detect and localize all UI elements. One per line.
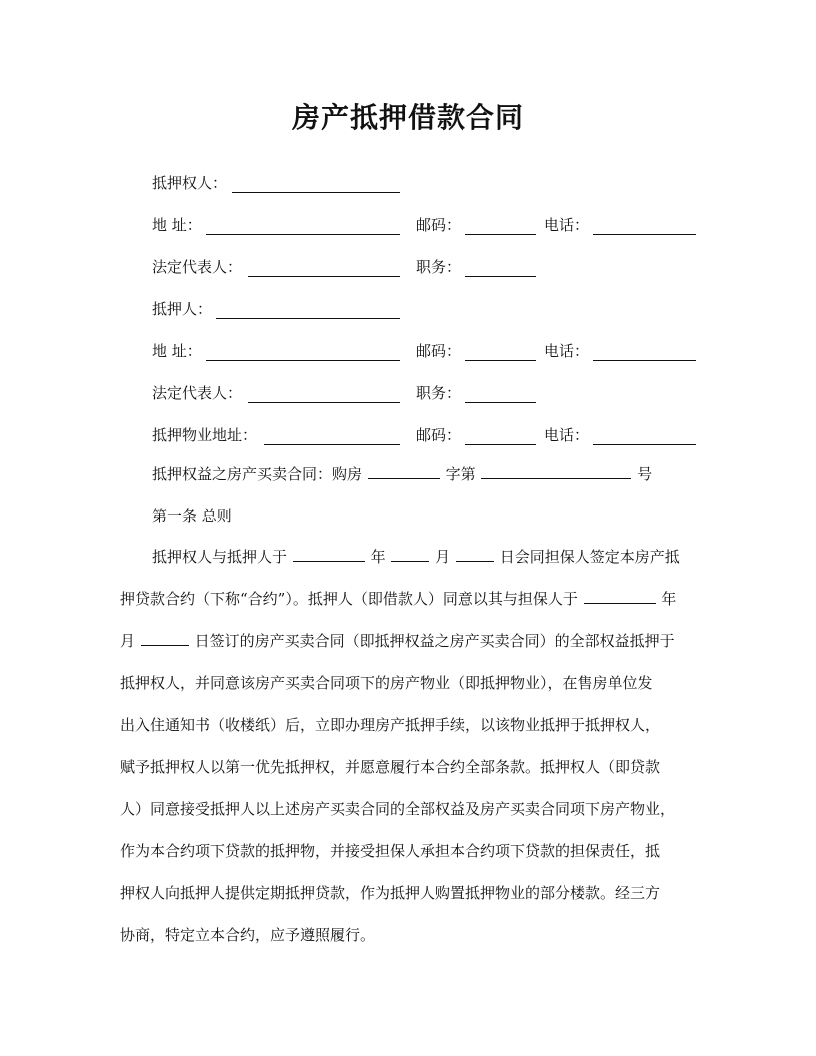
contract-month-blank[interactable]	[141, 629, 189, 646]
day-blank[interactable]	[456, 545, 494, 562]
paragraph-line-8: 作为本合约项下贷款的抵押物，并接受担保人承担本合约项下贷款的担保责任，抵	[120, 842, 661, 860]
property-address-label: 抵押物业地址：	[152, 426, 258, 444]
mortgagor-phone-blank[interactable]	[593, 344, 696, 361]
paragraph-line-9: 押权人向抵押人提供定期抵押贷款，作为抵押人购置抵押物业的部分楼款。经三方	[120, 884, 661, 902]
paragraph-line-5: 出入住通知书（收楼纸）后，立即办理房产抵押手续，以该物业抵押于抵押权人，	[120, 716, 661, 734]
paragraph-text: 押贷款合约（下称“合约”）。抵押人（即借款人）同意以其与担保人于	[120, 590, 578, 608]
paragraph-line-3	[120, 629, 696, 653]
article-one-title: 第一条 总则	[152, 507, 232, 525]
mortgagee-phone-row	[544, 213, 589, 237]
mortgagee-row	[152, 171, 227, 195]
paragraph-line-6: 赋予抵押权人以第一优先抵押权，并愿意履行本合约全部条款。抵押权人（即贷款	[120, 758, 661, 776]
legal-rep-label: 法定代表人：	[152, 258, 243, 276]
mortgagor-row	[152, 297, 212, 321]
paragraph-line-10: 协商，特定立本合约，应予遵照履行。	[120, 926, 376, 944]
mortgagor-position-row	[416, 381, 461, 405]
paragraph-line-2	[120, 587, 696, 611]
paragraph-text: 月	[120, 632, 136, 650]
mortgagee-position-row	[416, 255, 461, 279]
address-label: 地 址：	[152, 342, 202, 360]
mortgagee-label: 抵押权人：	[152, 174, 228, 192]
mortgagee-address-blank[interactable]	[206, 218, 400, 235]
paragraph-text: 月	[435, 548, 451, 566]
sales-contract-prefix: 抵押权益之房产买卖合同：购房	[152, 465, 363, 483]
mortgagee-postcode-blank[interactable]	[465, 218, 536, 235]
position-label: 职务：	[416, 384, 462, 402]
mortgagor-blank[interactable]	[216, 302, 400, 319]
month-blank[interactable]	[391, 545, 429, 562]
phone-label: 电话：	[544, 426, 590, 444]
property-address-blank[interactable]	[264, 428, 400, 445]
mortgagor-position-blank[interactable]	[465, 386, 536, 403]
property-phone-row	[544, 423, 589, 447]
mortgagor-postcode-blank[interactable]	[465, 344, 536, 361]
position-label: 职务：	[416, 258, 462, 276]
mortgagor-legal-rep-blank[interactable]	[248, 386, 400, 403]
phone-label: 电话：	[544, 216, 590, 234]
property-postcode-blank[interactable]	[465, 428, 536, 445]
postcode-label: 邮码：	[416, 426, 462, 444]
postcode-label: 邮码：	[416, 216, 462, 234]
postcode-label: 邮码：	[416, 342, 462, 360]
mortgagee-postcode-row	[416, 213, 461, 237]
paragraph-text: 抵押权人与抵押人于	[152, 548, 288, 566]
mortgagor-phone-row	[544, 339, 589, 363]
property-postcode-row	[416, 423, 461, 447]
mortgagee-blank[interactable]	[232, 176, 400, 193]
mortgagor-legal-rep-row	[152, 381, 242, 405]
mortgagee-legal-rep-blank[interactable]	[248, 260, 400, 277]
paragraph-text: 年	[661, 590, 677, 608]
sales-contract-suffix: 号	[637, 465, 653, 483]
phone-label: 电话：	[544, 342, 590, 360]
mortgagor-address-blank[interactable]	[206, 344, 400, 361]
legal-rep-label: 法定代表人：	[152, 384, 243, 402]
year-blank[interactable]	[293, 545, 365, 562]
paragraph-text: 日会同担保人签定本房产抵	[499, 548, 680, 566]
paragraph-line-7: 人）同意接受抵押人以上述房产买卖合同的全部权益及房产买卖合同项下房产物业，	[120, 800, 676, 818]
address-label: 地 址：	[152, 216, 202, 234]
mortgagor-label: 抵押人：	[152, 300, 213, 318]
contract-year-blank[interactable]	[584, 587, 656, 604]
mortgagee-legal-rep-row	[152, 255, 242, 279]
mortgagee-address-row	[152, 213, 202, 237]
paragraph-line-1	[152, 545, 728, 569]
paragraph-text: 日签订的房产买卖合同（即抵押权益之房产买卖合同）的全部权益抵押于	[194, 632, 675, 650]
document-title: 房产抵押借款合同	[291, 101, 524, 134]
sales-contract-middle: 字第	[445, 465, 476, 483]
mortgagor-postcode-row	[416, 339, 461, 363]
paragraph-text: 年	[370, 548, 386, 566]
mortgagee-position-blank[interactable]	[465, 260, 536, 277]
mortgagor-address-row	[152, 339, 202, 363]
contract-serial-blank[interactable]	[481, 462, 631, 479]
paragraph-line-4: 抵押权人，并同意该房产买卖合同项下的房产物业（即抵押物业），在售房单位发	[120, 674, 653, 692]
property-address-row	[152, 423, 257, 447]
sales-contract-row	[152, 462, 652, 486]
contract-house-number-blank[interactable]	[368, 462, 440, 479]
mortgagee-phone-blank[interactable]	[593, 218, 696, 235]
property-phone-blank[interactable]	[593, 428, 696, 445]
